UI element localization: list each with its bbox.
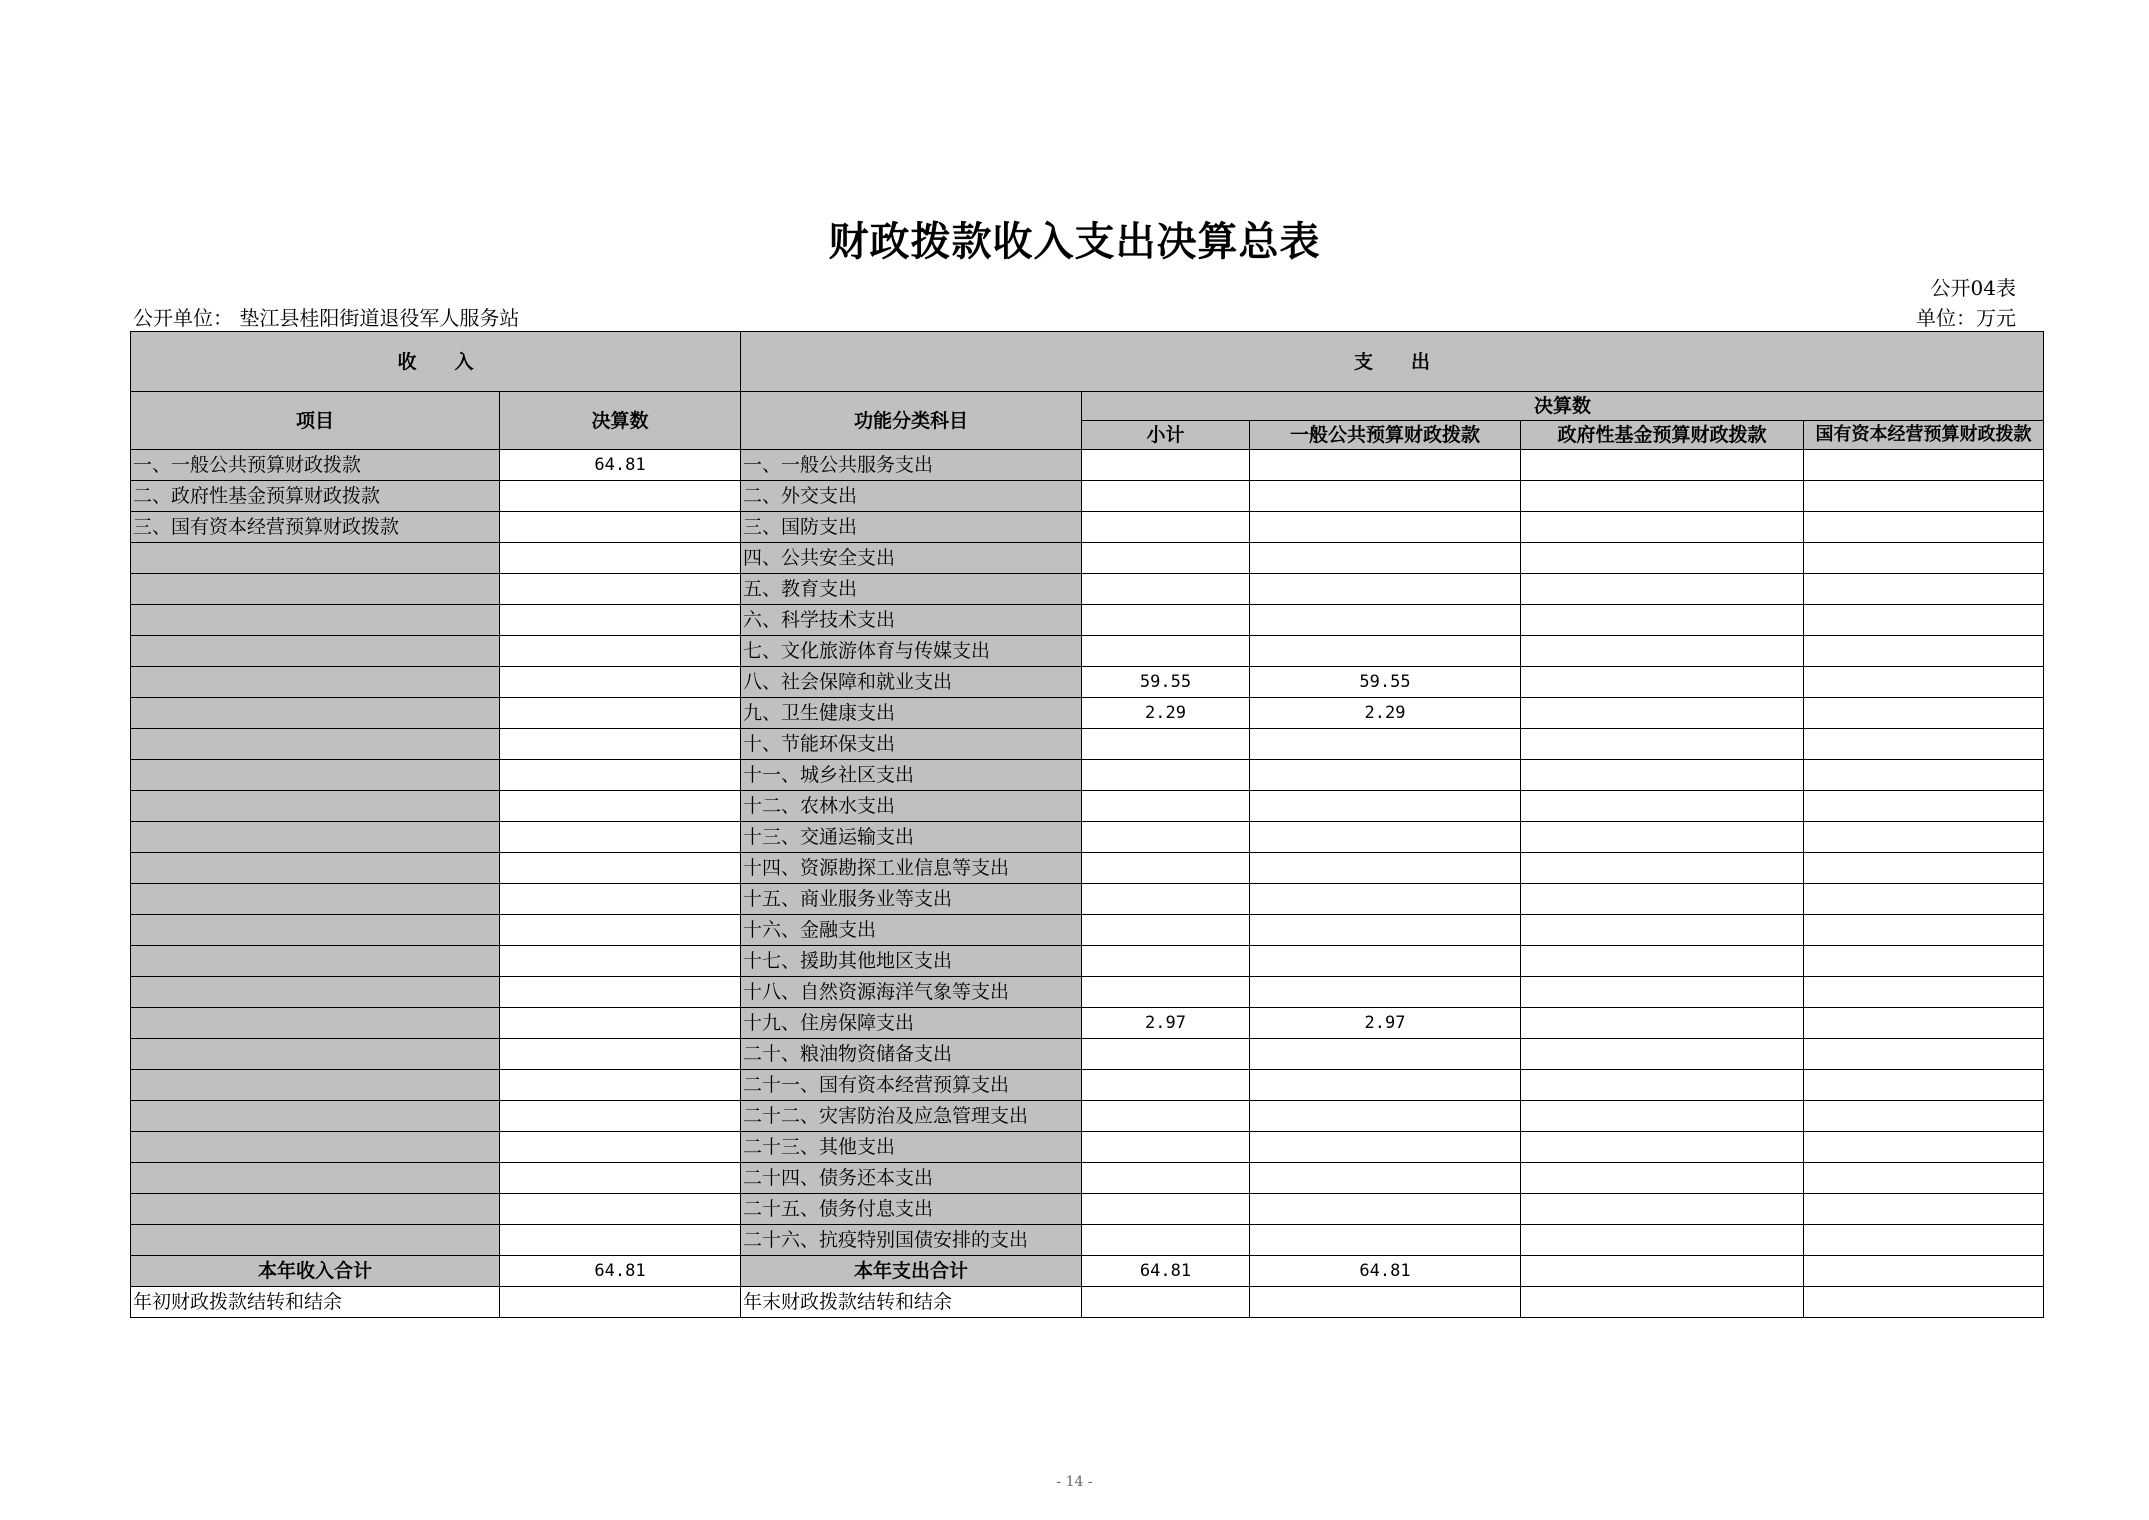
- general-budget-header: 一般公共预算财政拨款: [1250, 421, 1521, 450]
- general-budget-cell: [1250, 760, 1521, 791]
- income-amount-cell: [500, 574, 741, 605]
- expense-total-gov-fund: [1521, 1256, 1804, 1287]
- general-budget-cell: [1250, 1070, 1521, 1101]
- amount-header: 决算数: [500, 392, 741, 450]
- income-item-cell: [131, 698, 500, 729]
- table-row: [131, 1132, 2044, 1163]
- income-amount-cell: [500, 1163, 741, 1194]
- income-amount-cell: [500, 1070, 741, 1101]
- general-budget-cell: [1250, 884, 1521, 915]
- expense-item-cell: 十五、商业服务业等支出: [741, 884, 1082, 915]
- expense-item-cell: 五、教育支出: [741, 574, 1082, 605]
- expense-item-cell: 二十三、其他支出: [741, 1132, 1082, 1163]
- income-header: 收 入: [131, 332, 741, 392]
- income-amount-cell: [500, 977, 741, 1008]
- gov-fund-cell: [1521, 1039, 1804, 1070]
- expense-item-cell: 十六、金融支出: [741, 915, 1082, 946]
- state-capital-cell: [1804, 667, 2044, 698]
- state-capital-cell: [1804, 915, 2044, 946]
- subtotal-cell: [1082, 512, 1250, 543]
- gov-fund-cell: [1521, 1070, 1804, 1101]
- expense-item-cell: 十九、住房保障支出: [741, 1008, 1082, 1039]
- subtotal-cell: [1082, 1132, 1250, 1163]
- income-amount-cell: [500, 481, 741, 512]
- state-capital-cell: [1804, 822, 2044, 853]
- gov-fund-cell: [1521, 450, 1804, 481]
- expense-item-cell: 二十六、抗疫特别国债安排的支出: [741, 1225, 1082, 1256]
- general-budget-cell: [1250, 822, 1521, 853]
- income-item-cell: [131, 760, 500, 791]
- expense-total-subtotal: 64.81: [1082, 1256, 1250, 1287]
- gov-fund-cell: [1521, 1194, 1804, 1225]
- expense-item-cell: 十、节能环保支出: [741, 729, 1082, 760]
- subtotal-cell: [1082, 915, 1250, 946]
- general-budget-cell: [1250, 450, 1521, 481]
- carryover-row: [131, 1287, 2044, 1318]
- income-carryover-label: 年初财政拨款结转和结余: [131, 1287, 500, 1318]
- subtotal-cell: [1082, 884, 1250, 915]
- state-capital-cell: [1804, 946, 2044, 977]
- table-row: [131, 729, 2044, 760]
- general-budget-cell: [1250, 791, 1521, 822]
- gov-fund-cell: [1521, 698, 1804, 729]
- table-row: [131, 605, 2044, 636]
- state-capital-cell: [1804, 791, 2044, 822]
- general-budget-cell: [1250, 1225, 1521, 1256]
- gov-fund-cell: [1521, 667, 1804, 698]
- income-amount-cell: [500, 884, 741, 915]
- state-capital-cell: [1804, 1163, 2044, 1194]
- gov-fund-cell: [1521, 481, 1804, 512]
- table-code: 公开04表: [1930, 276, 2016, 300]
- expense-item-cell: 二十四、债务还本支出: [741, 1163, 1082, 1194]
- state-capital-cell: [1804, 605, 2044, 636]
- table-row: [131, 1039, 2044, 1070]
- expense-item-cell: 三、国防支出: [741, 512, 1082, 543]
- state-capital-cell: [1804, 729, 2044, 760]
- subtotal-cell: [1082, 636, 1250, 667]
- general-budget-cell: [1250, 1163, 1521, 1194]
- subtotal-cell: [1082, 822, 1250, 853]
- income-item-cell: [131, 1039, 500, 1070]
- state-capital-cell: [1804, 450, 2044, 481]
- income-item-cell: [131, 605, 500, 636]
- subtotal-cell: [1082, 605, 1250, 636]
- expense-carryover-state-capital: [1804, 1287, 2044, 1318]
- expense-item-cell: 十八、自然资源海洋气象等支出: [741, 977, 1082, 1008]
- general-budget-cell: 2.97: [1250, 1008, 1521, 1039]
- income-item-cell: [131, 667, 500, 698]
- gov-fund-cell: [1521, 1101, 1804, 1132]
- income-amount-cell: [500, 729, 741, 760]
- state-capital-cell: [1804, 1101, 2044, 1132]
- table-row: [131, 574, 2044, 605]
- subtotal-header: 小计: [1082, 421, 1250, 450]
- subtotal-cell: [1082, 1101, 1250, 1132]
- income-item-cell: [131, 791, 500, 822]
- subtotal-cell: [1082, 1194, 1250, 1225]
- func-category-header: 功能分类科目: [741, 392, 1082, 450]
- state-capital-cell: [1804, 698, 2044, 729]
- table-row: [131, 1008, 2044, 1039]
- gov-fund-cell: [1521, 884, 1804, 915]
- income-item-cell: [131, 853, 500, 884]
- income-amount-cell: [500, 760, 741, 791]
- table-row: [131, 915, 2044, 946]
- general-budget-cell: [1250, 605, 1521, 636]
- table-row: [131, 977, 2044, 1008]
- expense-item-cell: 十一、城乡社区支出: [741, 760, 1082, 791]
- income-amount-cell: [500, 915, 741, 946]
- total-row: [131, 1256, 2044, 1287]
- expense-item-cell: 二十一、国有资本经营预算支出: [741, 1070, 1082, 1101]
- income-item-cell: [131, 543, 500, 574]
- subtotal-cell: 2.29: [1082, 698, 1250, 729]
- table-row: [131, 667, 2044, 698]
- general-budget-cell: [1250, 1132, 1521, 1163]
- income-amount-cell: [500, 1132, 741, 1163]
- state-capital-cell: [1804, 1225, 2044, 1256]
- state-capital-cell: [1804, 512, 2044, 543]
- expense-carryover-subtotal: [1082, 1287, 1250, 1318]
- page-number: - 14 -: [1056, 1474, 1093, 1490]
- state-capital-cell: [1804, 543, 2044, 574]
- expense-carryover-general: [1250, 1287, 1521, 1318]
- income-amount-cell: [500, 1194, 741, 1225]
- general-budget-cell: [1250, 977, 1521, 1008]
- income-amount-cell: [500, 512, 741, 543]
- gov-fund-cell: [1521, 791, 1804, 822]
- table-row: [131, 853, 2044, 884]
- gov-fund-cell: [1521, 946, 1804, 977]
- income-item-cell: 二、政府性基金预算财政拨款: [131, 481, 500, 512]
- gov-fund-cell: [1521, 760, 1804, 791]
- income-item-cell: [131, 574, 500, 605]
- expense-item-cell: 六、科学技术支出: [741, 605, 1082, 636]
- expense-item-cell: 九、卫生健康支出: [741, 698, 1082, 729]
- income-item-cell: [131, 636, 500, 667]
- gov-fund-cell: [1521, 822, 1804, 853]
- expense-item-cell: 二十、粮油物资储备支出: [741, 1039, 1082, 1070]
- general-budget-cell: [1250, 853, 1521, 884]
- subtotal-cell: [1082, 760, 1250, 791]
- state-capital-cell: [1804, 760, 2044, 791]
- income-item-cell: [131, 1008, 500, 1039]
- income-item-cell: [131, 1163, 500, 1194]
- table-row: [131, 698, 2044, 729]
- final-amount-header: 决算数: [1082, 392, 2044, 421]
- expense-total-label: 本年支出合计: [741, 1256, 1082, 1287]
- income-item-cell: [131, 1101, 500, 1132]
- income-amount-cell: 64.81: [500, 450, 741, 481]
- subtotal-cell: [1082, 450, 1250, 481]
- item-header: 项目: [131, 392, 500, 450]
- income-item-cell: [131, 1194, 500, 1225]
- subtotal-cell: [1082, 946, 1250, 977]
- expense-item-cell: 七、文化旅游体育与传媒支出: [741, 636, 1082, 667]
- general-budget-cell: [1250, 1101, 1521, 1132]
- expense-item-cell: 四、公共安全支出: [741, 543, 1082, 574]
- subtotal-cell: [1082, 853, 1250, 884]
- gov-fund-cell: [1521, 574, 1804, 605]
- gov-fund-cell: [1521, 636, 1804, 667]
- income-amount-cell: [500, 543, 741, 574]
- expense-item-cell: 十二、农林水支出: [741, 791, 1082, 822]
- income-amount-cell: [500, 791, 741, 822]
- income-item-cell: [131, 1132, 500, 1163]
- gov-fund-cell: [1521, 1008, 1804, 1039]
- state-capital-cell: [1804, 1070, 2044, 1101]
- table-row: [131, 636, 2044, 667]
- expense-total-general: 64.81: [1250, 1256, 1521, 1287]
- budget-table: [130, 331, 2044, 1318]
- table-row: [131, 791, 2044, 822]
- subtotal-cell: [1082, 1070, 1250, 1101]
- income-amount-cell: [500, 1008, 741, 1039]
- subtotal-cell: [1082, 1163, 1250, 1194]
- state-capital-cell: [1804, 977, 2044, 1008]
- subtotal-cell: 2.97: [1082, 1008, 1250, 1039]
- income-amount-cell: [500, 853, 741, 884]
- general-budget-cell: [1250, 636, 1521, 667]
- expense-total-state-capital: [1804, 1256, 2044, 1287]
- state-capital-cell: [1804, 1039, 2044, 1070]
- income-item-cell: [131, 729, 500, 760]
- gov-fund-cell: [1521, 1132, 1804, 1163]
- table-row: [131, 822, 2044, 853]
- reporting-unit: 公开单位： 垫江县桂阳街道退役军人服务站: [133, 306, 520, 330]
- general-budget-cell: [1250, 512, 1521, 543]
- income-item-cell: [131, 977, 500, 1008]
- gov-fund-cell: [1521, 512, 1804, 543]
- table-row: [131, 946, 2044, 977]
- income-item-cell: [131, 915, 500, 946]
- state-capital-cell: [1804, 1008, 2044, 1039]
- state-capital-cell: [1804, 636, 2044, 667]
- general-budget-cell: [1250, 481, 1521, 512]
- subtotal-cell: [1082, 1039, 1250, 1070]
- table-row: [131, 1101, 2044, 1132]
- state-capital-cell: [1804, 1132, 2044, 1163]
- table-row: [131, 760, 2044, 791]
- table-row: [131, 481, 2044, 512]
- gov-fund-cell: [1521, 543, 1804, 574]
- state-capital-cell: [1804, 884, 2044, 915]
- general-budget-cell: [1250, 543, 1521, 574]
- expense-carryover-label: 年末财政拨款结转和结余: [741, 1287, 1082, 1318]
- income-amount-cell: [500, 698, 741, 729]
- general-budget-cell: [1250, 1194, 1521, 1225]
- gov-fund-header: 政府性基金预算财政拨款: [1521, 421, 1804, 450]
- subtotal-cell: [1082, 481, 1250, 512]
- gov-fund-cell: [1521, 605, 1804, 636]
- table-row: [131, 1070, 2044, 1101]
- state-capital-cell: [1804, 853, 2044, 884]
- gov-fund-cell: [1521, 977, 1804, 1008]
- expense-item-cell: 十三、交通运输支出: [741, 822, 1082, 853]
- income-amount-cell: [500, 946, 741, 977]
- general-budget-cell: [1250, 1039, 1521, 1070]
- income-amount-cell: [500, 1101, 741, 1132]
- income-amount-cell: [500, 605, 741, 636]
- state-capital-cell: [1804, 574, 2044, 605]
- general-budget-cell: [1250, 574, 1521, 605]
- gov-fund-cell: [1521, 1163, 1804, 1194]
- gov-fund-cell: [1521, 1225, 1804, 1256]
- table-row: [131, 1163, 2044, 1194]
- gov-fund-cell: [1521, 915, 1804, 946]
- expense-item-cell: 一、一般公共服务支出: [741, 450, 1082, 481]
- subtotal-cell: 59.55: [1082, 667, 1250, 698]
- income-amount-cell: [500, 667, 741, 698]
- subtotal-cell: [1082, 574, 1250, 605]
- gov-fund-cell: [1521, 729, 1804, 760]
- income-item-cell: [131, 822, 500, 853]
- expense-item-cell: 十四、资源勘探工业信息等支出: [741, 853, 1082, 884]
- income-amount-cell: [500, 822, 741, 853]
- subtotal-cell: [1082, 543, 1250, 574]
- income-amount-cell: [500, 1225, 741, 1256]
- table-row: [131, 1194, 2044, 1225]
- income-item-cell: [131, 1225, 500, 1256]
- general-budget-cell: [1250, 729, 1521, 760]
- expense-header: 支 出: [741, 332, 2044, 392]
- income-item-cell: 一、一般公共预算财政拨款: [131, 450, 500, 481]
- general-budget-cell: 2.29: [1250, 698, 1521, 729]
- expense-item-cell: 二、外交支出: [741, 481, 1082, 512]
- general-budget-cell: [1250, 946, 1521, 977]
- table-row: [131, 543, 2044, 574]
- currency-unit: 单位：万元: [1916, 306, 2016, 330]
- income-amount-cell: [500, 1039, 741, 1070]
- table-row: [131, 450, 2044, 481]
- subtotal-cell: [1082, 791, 1250, 822]
- general-budget-cell: [1250, 915, 1521, 946]
- subtotal-cell: [1082, 977, 1250, 1008]
- expense-item-cell: 八、社会保障和就业支出: [741, 667, 1082, 698]
- table-row: [131, 884, 2044, 915]
- expense-item-cell: 二十二、灾害防治及应急管理支出: [741, 1101, 1082, 1132]
- income-total-label: 本年收入合计: [131, 1256, 500, 1287]
- income-total-amount: 64.81: [500, 1256, 741, 1287]
- income-carryover-amount: [500, 1287, 741, 1318]
- general-budget-cell: 59.55: [1250, 667, 1521, 698]
- table-row: [131, 1225, 2044, 1256]
- income-item-cell: [131, 884, 500, 915]
- page-title: 财政拨款收入支出决算总表: [828, 219, 1321, 265]
- subtotal-cell: [1082, 1225, 1250, 1256]
- state-capital-header: 国有资本经营预算财政拨款: [1804, 421, 2044, 450]
- subtotal-cell: [1082, 729, 1250, 760]
- expense-carryover-gov-fund: [1521, 1287, 1804, 1318]
- income-item-cell: [131, 946, 500, 977]
- state-capital-cell: [1804, 1194, 2044, 1225]
- expense-item-cell: 二十五、债务付息支出: [741, 1194, 1082, 1225]
- income-item-cell: [131, 1070, 500, 1101]
- table-row: [131, 512, 2044, 543]
- state-capital-cell: [1804, 481, 2044, 512]
- gov-fund-cell: [1521, 853, 1804, 884]
- expense-item-cell: 十七、援助其他地区支出: [741, 946, 1082, 977]
- income-item-cell: 三、国有资本经营预算财政拨款: [131, 512, 500, 543]
- income-amount-cell: [500, 636, 741, 667]
